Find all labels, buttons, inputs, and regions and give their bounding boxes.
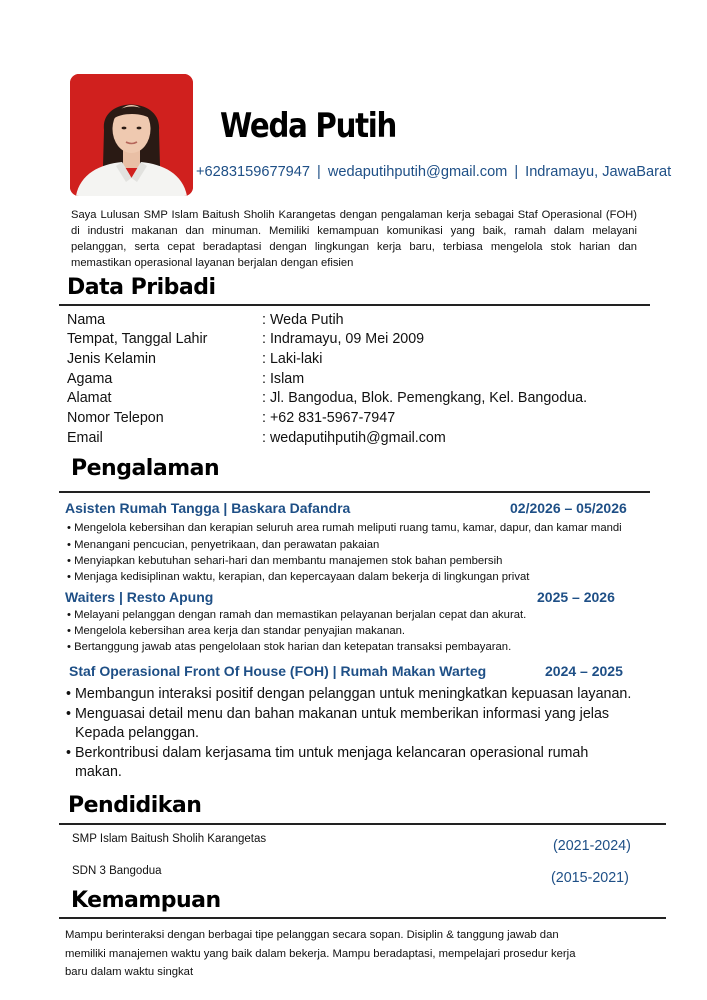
separator: | — [317, 164, 321, 180]
skills-text: Mampu berinteraksi dengan berbagai tipe pelanggan secara sopan. Disiplin & tanggung jawab dan memiliki manajemen waktu yang baik dalam bekerja. Mampu beradaptasi, mempelajari prosedur kerja baru dalam waktu singkat — [65, 929, 576, 978]
job-bullet: • Membangun interaksi positif dengan pelanggan untuk meningkatkan kepuasan layanan. — [66, 686, 632, 702]
section-title-education: Pendidikan — [68, 793, 202, 818]
job-bullet: • Berkontribusi dalam kerjasama tim untuk menjaga kelancaran operasional rumah — [66, 745, 589, 761]
personal-label: Agama — [67, 371, 113, 387]
personal-value: : Weda Putih — [262, 312, 344, 328]
candidate-name: Weda Putih — [220, 106, 397, 146]
job-bullet-continued: makan. — [75, 764, 122, 780]
profile-photo — [70, 74, 193, 196]
school-years: (2021-2024) — [553, 838, 631, 854]
job-bullet-continued: Kepada pelanggan. — [75, 725, 200, 741]
job-bullet: • Bertanggung jawab atas pengelolaan stok harian dan ketepatan transaksi pembayaran. — [67, 641, 512, 653]
email-link[interactable]: wedaputihputih@gmail.com — [327, 164, 508, 180]
personal-value: : Jl. Bangodua, Blok. Pemengkang, Kel. Bangodua. — [262, 390, 588, 406]
person-portrait-icon — [70, 74, 193, 196]
school-years: (2015-2021) — [551, 870, 629, 886]
job-date: 2025 – 2026 — [537, 589, 615, 605]
school-name: SDN 3 Bangodua — [72, 865, 162, 877]
job-date: 2024 – 2025 — [545, 663, 623, 679]
job-bullet: • Menangani pencucian, penyetrikaan, dan perawatan pakaian — [67, 539, 380, 551]
job-date: 02/2026 – 05/2026 — [510, 500, 627, 516]
personal-label: Jenis Kelamin — [67, 351, 156, 367]
contact-line — [196, 164, 671, 180]
job-bullet: • Menjaga kedisiplinan waktu, kerapian, dan kepercayaan dalam bekerja di lingkungan privat — [67, 571, 530, 583]
school-name: SMP Islam Baitush Sholih Karangetas — [72, 833, 267, 845]
personal-label: Nama — [67, 312, 106, 328]
personal-label: Tempat, Tanggal Lahir — [67, 331, 208, 347]
job-title: Waiters | Resto Apung — [65, 589, 214, 605]
section-title-skills: Kemampuan — [71, 888, 221, 913]
personal-value: : wedaputihputih@gmail.com — [262, 430, 446, 446]
job-bullet: • Mengelola kebersihan area kerja dan standar penyajian makanan. — [67, 625, 406, 637]
section-divider — [59, 491, 650, 493]
profile-summary: Saya Lulusan SMP Islam Baitush Sholih Karangetas dengan pengalaman kerja sebagai Staf Operasional (FOH) di industri makanan dan minuman. Memiliki kemampuan komunikasi yang baik, ramah dalam melayani pelanggan, serta cepat beradaptasi dengan lingkungan kerja baru, terbiasa mengelola stok harian dan memastikan operasional layanan berjalan dengan efisien — [71, 209, 637, 270]
job-bullet: • Menguasai detail menu dan bahan makanan untuk memberikan informasi yang jelas — [66, 706, 610, 722]
job-title: Staf Operasional Front Of House (FOH) | Rumah Makan Warteg — [69, 663, 487, 679]
job-title: Asisten Rumah Tangga | Baskara Dafandra — [65, 500, 351, 516]
personal-value: : Islam — [262, 371, 305, 387]
section-divider — [59, 304, 650, 306]
job-bullet: • Melayani pelanggan dengan ramah dan memastikan pelayanan berjalan cepat dan akurat. — [67, 609, 527, 621]
job-bullet: • Mengelola kebersihan dan kerapian seluruh area rumah meliputi ruang tamu, kamar, dapur, dan kamar mandi — [67, 522, 622, 534]
personal-value: : +62 831-5967-7947 — [262, 410, 396, 426]
location: Indramayu, JawaBarat — [525, 164, 672, 180]
personal-label: Nomor Telepon — [67, 410, 164, 426]
job-bullet: • Menyiapkan kebutuhan sehari-hari dan membantu manajemen stok bahan pembersih — [67, 555, 503, 567]
section-title-experience: Pengalaman — [71, 456, 220, 481]
section-divider — [59, 823, 666, 825]
personal-label: Alamat — [67, 390, 112, 406]
personal-value: : Laki-laki — [262, 351, 323, 367]
personal-value: : Indramayu, 09 Mei 2009 — [262, 331, 425, 347]
phone-number[interactable]: +6283159677947 — [196, 164, 311, 180]
personal-label: Email — [67, 430, 103, 446]
section-title-personal: Data Pribadi — [67, 275, 216, 300]
section-divider — [59, 917, 666, 919]
separator: | — [514, 164, 519, 180]
